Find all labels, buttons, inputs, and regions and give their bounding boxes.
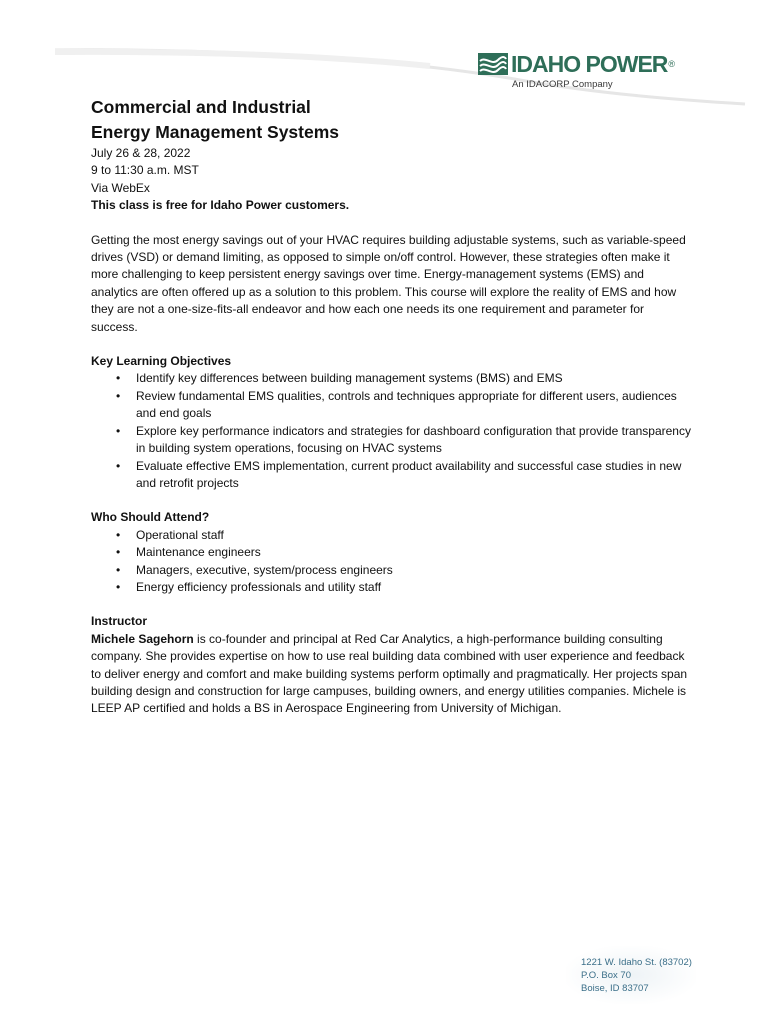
event-venue: Via WebEx (91, 180, 150, 195)
title-line-2: Energy Management Systems (91, 122, 340, 142)
title-line-1: Commercial and Industrial (91, 97, 311, 117)
logo-subtitle: An IDACORP Company (512, 79, 613, 90)
document-body (91, 95, 691, 718)
event-details (91, 145, 691, 215)
address-line-1: 1221 W. Idaho St. (83702) (581, 957, 692, 968)
instructor-bio-text: is co-founder and principal at Red Car Analytics, a high-performance building consulting company. She provides expertise on how to use real building data combined with user experience and feedback to deliver energy and comfort and make building systems perform optimally and pragmatically. Her projects span building design and construction for large campuses, building owners, and energy utilities companies. Michele is LEEP AP certified and holds a BS in Aerospace Engineering from University of Michigan. (91, 631, 688, 716)
instructor-bio (91, 631, 691, 718)
attend-heading: Who Should Attend? (91, 510, 210, 525)
instructor-name: Michele Sagehorn (91, 631, 194, 646)
idaho-power-logo (478, 52, 698, 90)
attend-list (91, 527, 691, 597)
event-dates: July 26 & 28, 2022 (91, 146, 191, 160)
mailing-address (581, 956, 692, 995)
intro-paragraph: Getting the most energy savings out of your HVAC requires building adjustable systems, such as variable-speed drives (VSD) or demand limiting, as opposed to simple on/off control. However, these strategies often make it more challenging to keep persistent energy savings over time. Energy-management systems (EMS) and analytics are often offered up as a solution to this problem. This course will explore the reality of EMS and how they are not a one-size-fits-all endeavor and how each one needs its one requirement and parameter for success. (91, 232, 686, 334)
address-line-3: Boise, ID 83707 (581, 983, 649, 994)
list-item: • Managers, executive, system/process engineers (136, 562, 691, 579)
list-item: • Maintenance engineers (136, 544, 691, 561)
objectives-list (91, 370, 691, 492)
instructor-heading: Instructor (91, 614, 148, 629)
free-note: This class is free for Idaho Power customers. (91, 198, 350, 213)
list-item: • Operational staff (136, 527, 691, 544)
list-item: • Review fundamental EMS qualities, controls and techniques appropriate for different users, audiences and end goals (136, 388, 691, 423)
event-time: 9 to 11:30 a.m. MST (91, 163, 199, 178)
logo-registered-mark: ® (668, 59, 676, 69)
logo-text: IDAHO POWER (511, 51, 668, 77)
address-line-2: P.O. Box 70 (581, 970, 631, 981)
list-item: • Evaluate effective EMS implementation, current product availability and successful case studies in new and retrofit projects (136, 458, 691, 493)
logo-waves-icon (478, 53, 508, 75)
list-item: • Energy efficiency professionals and utility staff (136, 579, 691, 596)
list-item: • Explore key performance indicators and strategies for dashboard configuration that provide transparency in building system operations, focusing on HVAC systems (136, 423, 691, 458)
list-item: • Identify key differences between building management systems (BMS) and EMS (136, 370, 691, 387)
page-title (91, 95, 691, 145)
objectives-heading: Key Learning Objectives (91, 354, 232, 369)
